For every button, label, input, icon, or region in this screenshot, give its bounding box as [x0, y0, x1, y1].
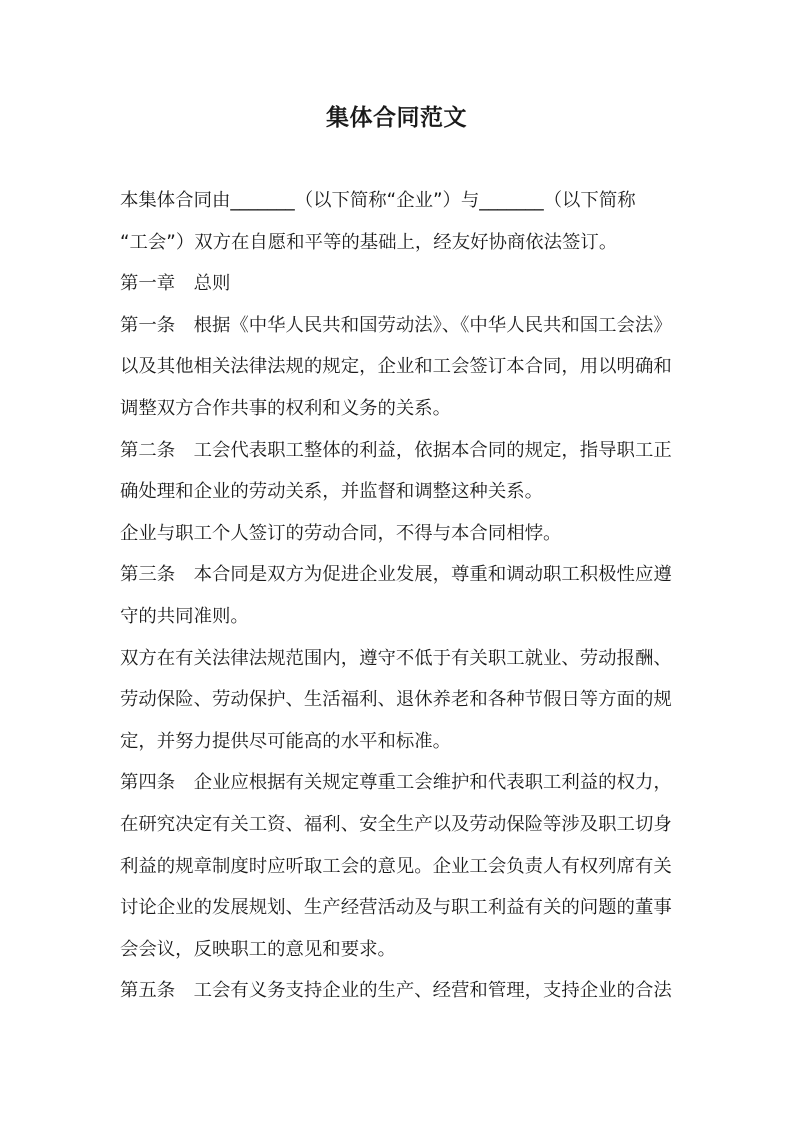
text-line: 确处理和企业的劳动关系，并监督和调整这种关系。 — [120, 481, 543, 503]
chapter-heading: 第一章 总则 — [120, 273, 231, 295]
document-body — [120, 180, 676, 1012]
text-line: 以及其他相关法律法规的规定，企业和工会签订本合同，用以明确和 — [120, 356, 672, 378]
text-line: 定，并努力提供尽可能高的水平和标准。 — [120, 730, 452, 752]
text-line: 劳动保险、劳动保护、生活福利、退休养老和各种节假日等方面的规 — [120, 689, 672, 711]
text-line: 企业与职工个人签订的劳动合同，不得与本合同相悖。 — [120, 522, 562, 544]
article-3-line: 第三条 本合同是双方为促进企业发展，尊重和调动职工积极性应遵 — [120, 564, 672, 586]
text-line: 调整双方合作共事的权利和义务的关系。 — [120, 397, 452, 419]
article-5-line: 第五条 工会有义务支持企业的生产、经营和管理，支持企业的合法 — [120, 980, 672, 1002]
article-2-line: 第二条 工会代表职工整体的利益，依据本合同的规定，指导职工正 — [120, 439, 672, 461]
article-1-line: 第一条 根据《中华人民共和国劳动法》、《中华人民共和国工会法》 — [120, 314, 672, 336]
text-line: 在研究决定有关工资、福利、安全生产以及劳动保险等涉及职工切身 — [120, 813, 672, 835]
text-line: 会会议，反映职工的意见和要求。 — [120, 938, 396, 960]
text-line: “工会”）双方在自愿和平等的基础上，经友好协商依法签订。 — [120, 231, 618, 253]
text-line: 本集体合同由_______（以下简称“企业”）与_______（以下简称 — [120, 190, 636, 211]
article-4-line: 第四条 企业应根据有关规定尊重工会维护和代表职工利益的权力， — [120, 772, 672, 794]
text-line: 守的共同准则。 — [120, 605, 249, 627]
document-title: 集体合同范文 — [326, 105, 467, 131]
text-line: 讨论企业的发展规划、生产经营活动及与职工利益有关的问题的董事 — [120, 897, 672, 919]
text-line: 利益的规章制度时应听取工会的意见。企业工会负责人有权列席有关 — [120, 855, 672, 877]
text-line: 双方在有关法律法规范围内，遵守不低于有关职工就业、劳动报酬、 — [120, 647, 672, 669]
